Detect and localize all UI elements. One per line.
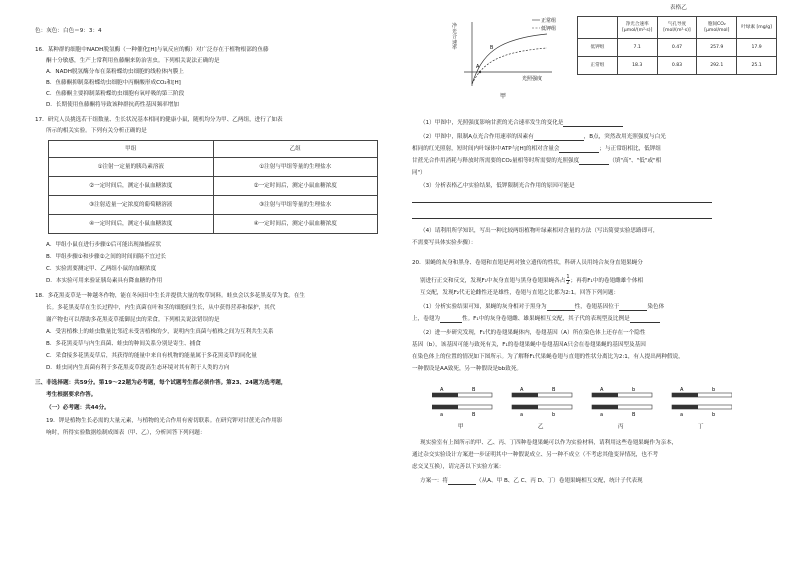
gene-label: A	[600, 387, 604, 393]
table-header: 净光合速率 [μmol/(m²·s)]	[617, 17, 657, 39]
q17-stem: 17．研究人员挑选若干组数量、生长状况基本相同的健康小鼠，随机均分为甲、乙两组，进行了如表	[35, 117, 283, 123]
table-header	[578, 17, 618, 39]
chromosome-diagrams	[432, 383, 732, 431]
q19-part4-cont: 不需要写具体实验步骤）：	[412, 240, 477, 246]
table-cell: 低钾组	[578, 39, 618, 57]
q19-part2-cont3: 同"）	[412, 170, 426, 176]
q19-part3: （3）分析表格乙中实验结果，低钾限制光合作用的原因可能是	[420, 183, 575, 189]
chromosome-band	[672, 393, 698, 397]
table-header: 气孔导度 [mol/(m²·s)]	[657, 17, 697, 39]
legend-lowk: 低钾组	[541, 26, 557, 32]
q20-part2-cont3: 一种假设是AA致死，另一种假设是bb致死。	[412, 366, 523, 372]
q19-stem-cont: 响时，所得实验数据绘制成图表（甲、乙），分析回答下列问题：	[46, 430, 206, 436]
gene-label: a	[600, 412, 604, 418]
text: 性。F₁中的灰身卷翅雌、雄果蝇相互交配，其子代的表现型及比例是	[461, 316, 630, 323]
q18-stem-3: 谢产物也可以帮助多花黑麦草抵御昆虫的采食。下列相关说法错误的是	[46, 317, 220, 323]
q20-part3-cont2: 虑交叉互换），请完善以下实验方案：	[412, 464, 505, 470]
table-cell: ④一定时间后，测定小鼠血糖浓度	[213, 215, 378, 234]
table-cell: 25.1	[737, 57, 777, 75]
answer-blank[interactable]	[448, 478, 476, 485]
fraction-numerator: 1	[566, 274, 570, 280]
text: 方案一：将	[420, 478, 448, 485]
q20-stem-2	[420, 275, 643, 286]
table-yi	[577, 16, 777, 75]
fraction-denominator: 2	[566, 280, 570, 286]
q20-part3-cont: 通过杂交实验设计方案进一步证明其中一种假说成立、另一种不成立（不考虑其他变异情况，也不考	[412, 452, 659, 458]
q16-option-d: D．长期使用鱼藤酮将导致该种群抗药性基因频率增加	[46, 102, 179, 108]
table-cell: ②一定时间后，测定小鼠血糖浓度	[49, 177, 214, 196]
chromosome-bing	[592, 387, 652, 430]
gene-label: A	[520, 387, 524, 393]
text: （1）甲图中，光照强度影响甘蔗的光合速率发生的变化是	[420, 120, 564, 127]
table-cell: 0.47	[657, 39, 697, 57]
text: 相同的红光照射，短时间内叶绿体中ATP与[H]的相对含量会	[412, 146, 560, 153]
table-yi-title: 表格乙	[670, 5, 687, 11]
gene-label: A	[440, 387, 444, 393]
table-cell: ③注射与甲组等量的生理盐水	[213, 196, 378, 215]
q20-part2: （2）进一步研究发现，F₁代的卷翅果蝇体内，卷翅基因（A）所在染色体上还存在一个隐性	[420, 330, 646, 336]
q19-part2-cont2	[412, 158, 661, 165]
answer-blank[interactable]	[534, 134, 584, 141]
chromosome-band	[432, 393, 458, 397]
gene-label: A	[680, 387, 684, 393]
q16-option-c: C．鱼藤酮主要抑制菜粉蝶幼虫细胞有氧呼吸的第三阶段	[46, 91, 185, 97]
q18-stem: 18．多花黑麦草是一种越冬作物，能在冬闲田中生长并提供大量的牧草饲料。蛙虫会以多花黑麦草为食。在生	[35, 293, 306, 299]
graph-caption: 甲	[500, 94, 507, 100]
graph-jia	[452, 14, 562, 104]
q17-option-d: D．本实验可用来验证胰岛素具有降血糖的作用	[46, 278, 163, 284]
q18-option-b: B．多花黑麦草与内生真菌、蛙虫的种间关系分别是寄生、捕食	[46, 341, 201, 347]
q20-part1-cont	[412, 316, 660, 323]
table-cell: ②一定时间后，测定小鼠血糖浓度	[213, 177, 378, 196]
text: （从A、甲 B、乙 C、丙 D、丁）卷翅果蝇相互交配，统计子代表现	[475, 478, 643, 485]
text: 别进行正交和反交，发现F₁中灰身直翅与黑身卷翅果蝇各占	[420, 278, 566, 284]
answer-blank[interactable]	[440, 316, 462, 323]
q19-part2-cont	[412, 146, 661, 153]
table-header-jia: 甲组	[49, 141, 214, 158]
chromosome-band	[512, 393, 538, 397]
gene-label: B	[632, 412, 636, 418]
chromosome-band	[432, 405, 458, 409]
table-cell: ③注射适量一定浓度的葡萄糖溶液	[49, 196, 214, 215]
gene-label: B	[472, 412, 476, 418]
q17-option-a: A．甲组小鼠在进行步骤①后可能出现抽搐症状	[46, 242, 162, 248]
text: ，B点，突然改用光照强度与白光	[583, 134, 666, 141]
q18-option-d: D．蛙虫同内生真菌有利于多花黑麦草提高生态环境对其有利于人类的方向	[46, 365, 230, 371]
chromosome-ding	[672, 387, 732, 430]
answer-blank[interactable]	[563, 120, 623, 127]
chromosome-band	[592, 405, 618, 409]
diagram-caption: 甲	[458, 424, 464, 430]
q16-option-b: B．鱼藤酮抑制菜粉蝶幼虫细胞中丙酮酸形成CO₂和[H]	[46, 80, 181, 86]
table-cell: ①注射与甲组等量的生理盐水	[213, 158, 378, 177]
q16-option-a: A．NADH脱氢酶分布在菜粉蝶幼虫细胞的线粒体内膜上	[46, 69, 184, 75]
text: ；再将F₁中的卷翅雌雄个体相	[570, 278, 644, 284]
diagram-caption: 乙	[538, 424, 544, 430]
q16-stem: 16．某种群的细胞中NADH脱氢酶（一种催化[H]与氧反应的酶）对广泛存在于植物根部的鱼藤	[35, 47, 269, 53]
table-cell: 正常组	[578, 57, 618, 75]
gene-label: a	[440, 412, 444, 418]
gene-label: B	[552, 387, 556, 393]
text: （1）分析实验结果可知，果蝇的灰身相对于黑身为	[420, 304, 547, 311]
gene-label: B	[472, 387, 476, 393]
legend-normal: 正常组	[541, 18, 557, 24]
q17-stem-cont: 所示的相关实验。下列有关分析正确的是	[46, 128, 147, 134]
q19-part4: （4）请利用所学知识，写出一种比较两组植物叶绿素相对含量的方法（写出简要实验思路即可，	[420, 228, 659, 234]
q19-stem: 19．钾是植物生长必需的大量元素，与植物的光合作用有密切联系。在研究钾对甘蔗光合作用影	[46, 418, 283, 424]
text: 上，卷翅为	[412, 316, 440, 323]
q20-stem: 20．果蝇的灰身和黑身、卷翅和直翅是两对独立遗传的性状，科研人员用纯合灰身直翅果蝇分	[412, 260, 643, 266]
section-heading-cont: 考生根据要求作答。	[46, 392, 97, 398]
table-cell: ④一定时间后，测定小鼠血糖浓度	[49, 215, 214, 234]
table-cell: 7.1	[617, 39, 657, 57]
y-axis-label: 净光合速率	[452, 23, 458, 51]
q20-stem-3: 互交配，发现F₂代无论雌性还是雄性，卷翅与直翅之比都为2:1。回答下列问题：	[420, 290, 620, 296]
q16-stem-cont: 酮十分敏感，生产上常利用鱼藤酮来防治害虫。下列相关说法正确的是	[46, 58, 220, 64]
text: （2）甲图中，限制A点光合作用速率的因素有	[420, 134, 534, 141]
table-cell: 0.83	[657, 57, 697, 75]
q20-part2-cont: 基因（b），该基因可能与致死有关，F₁的卷翅果蝇中卷翅基因A只会在卷翅果蝇的基因型及基因	[412, 342, 646, 348]
fraction	[566, 275, 569, 286]
chromosome-jia	[432, 387, 492, 430]
q18-stem-2: 长。多花黑麦草在生长过程中，内生真菌在叶和茎的细胞间生长，从中获得营养和保护，其代	[46, 305, 276, 311]
text: （填"高"、"低"或"相	[609, 158, 662, 165]
subsection-heading: （一）必考题：共44分。	[46, 405, 110, 411]
answer-blank[interactable]	[630, 316, 660, 323]
diagram-caption: 丙	[618, 424, 624, 430]
gene-label: b	[552, 412, 556, 418]
chromosome-yi	[512, 387, 572, 430]
text: 甘蔗光合作用消耗与释放时所需要的CO₂量相等时所需要的光照强度	[412, 158, 580, 165]
x-axis-label: 光照强度	[522, 76, 543, 82]
q20-part2-cont2: 在染色体上的位置的情况如下图所示。为了解释F₁代果蝇卷翅与直翅的性状分离比为2:1，有人提出两种假说，	[412, 354, 684, 360]
table-cell: 17.9	[737, 39, 777, 57]
chromosome-band	[592, 393, 618, 397]
q20-plan	[420, 478, 643, 485]
table-cell: 18.3	[617, 57, 657, 75]
answer-line[interactable]	[412, 218, 712, 219]
q19-part2	[420, 134, 666, 141]
q17-experiment-table	[48, 140, 378, 234]
q17-option-b: B．甲组步骤①和步骤②之间的时间间隔不宜过长	[46, 254, 167, 260]
right-column	[412, 0, 777, 562]
answer-line[interactable]	[412, 202, 712, 203]
answer-blank[interactable]	[547, 304, 575, 311]
gene-label: b	[712, 412, 716, 418]
gene-label: a	[520, 412, 524, 418]
gene-label: b	[632, 387, 636, 393]
table-cell: ①注射一定量的胰岛素溶液	[49, 158, 214, 177]
text: 性，卷翅基因位于	[574, 304, 620, 311]
table-header: 胞间CO₂ [μmol/mol]	[697, 17, 737, 39]
q18-option-c: C．采食接多花黑麦草后，其获得的能量中来自有机物的能量属于多花黑麦草的同化量	[46, 353, 257, 359]
chromosome-band	[512, 405, 538, 409]
table-header: 叶绿素 [mg/g]	[737, 17, 777, 39]
q18-option-a: A．受害植株上的蛙虫数量比邻近未受害植株的少，说明内生真菌与植株之间为互利共生关系	[46, 329, 274, 335]
point-a-marker	[479, 71, 481, 73]
answer-blank[interactable]	[579, 158, 609, 165]
text: 染色体	[647, 304, 665, 311]
point-a-label: A	[476, 64, 480, 70]
table-cell: 257.9	[697, 39, 737, 57]
chromosome-band	[672, 405, 698, 409]
table-header-yi: 乙组	[213, 141, 378, 158]
answer-blank[interactable]	[619, 304, 647, 311]
q19-part1	[420, 120, 623, 127]
q20-part3: 现实验室有上图所示的甲、乙、丙、丁四种卷翅果蝇可以作为实验材料，请利用这些卷翅果蝇作为亲本，	[420, 440, 678, 446]
answer-blank[interactable]	[559, 146, 599, 153]
gene-label: a	[680, 412, 684, 418]
header-line: 色：灰色：白色＝9：3：4	[35, 28, 102, 34]
text: ；与正常组相比，低钾组	[599, 146, 661, 153]
q17-option-c: C．实验需要测定甲、乙两组小鼠的血糖浓度	[46, 266, 157, 272]
diagram-caption: 丁	[698, 424, 704, 430]
point-b-label: B	[490, 45, 494, 51]
left-column	[35, 0, 390, 562]
q20-part1	[420, 304, 664, 311]
gene-label: b	[712, 387, 716, 393]
section-heading: 三、非选择题：共59分。第19～22题为必考题，每个试题考生都必须作答。第23、24题为选考题，	[35, 380, 287, 386]
table-cell: 292.1	[697, 57, 737, 75]
